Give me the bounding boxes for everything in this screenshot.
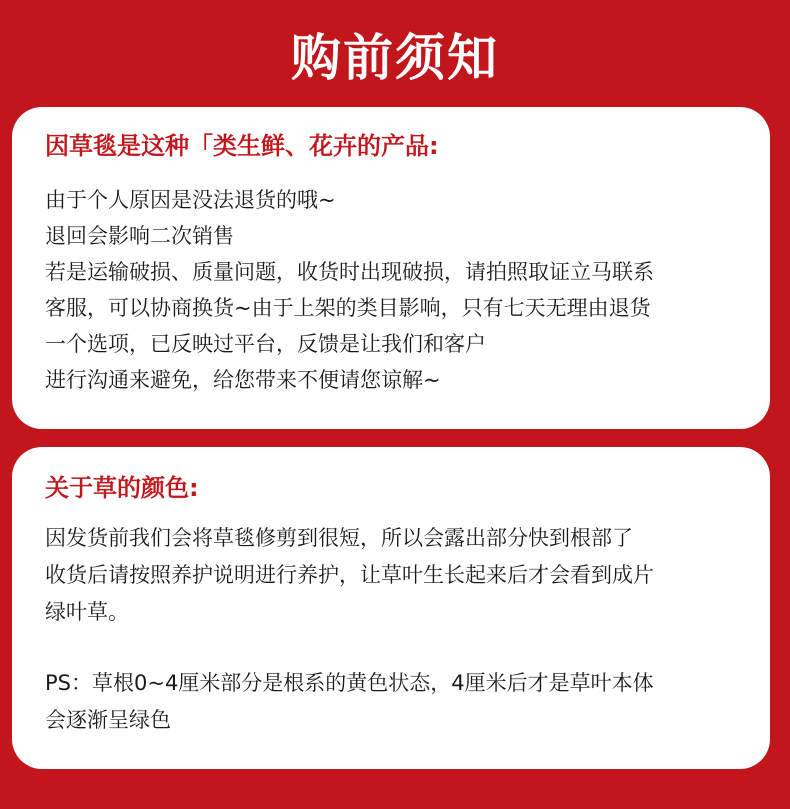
notice-line: 退回会影响二次销售 — [45, 224, 234, 248]
notice-line: 若是运输破损、质量问题，收货时出现破损，请拍照取证立马联系 — [45, 260, 654, 284]
notice-line: 由于个人原因是没法退货的哦~ — [45, 188, 336, 212]
notice-line: 一个选项，已反映过平台，反馈是让我们和客户 — [45, 332, 486, 356]
notice-line: 进行沟通来避免，给您带来不便请您谅解~ — [45, 368, 441, 392]
grass-color-body — [45, 520, 738, 739]
page-title: 购前须知 — [291, 29, 499, 87]
notice-body — [45, 182, 738, 398]
notice-heading: 因草毯是这种「类生鲜、花卉的产品: — [45, 132, 439, 160]
grass-color-card — [12, 447, 770, 769]
ps-note-line: PS：草根0~4厘米部分是根系的黄色状态，4厘米后才是草叶本体 — [45, 671, 654, 695]
notice-card — [12, 107, 770, 429]
grass-color-heading: 关于草的颜色: — [45, 474, 199, 502]
grass-color-line: 因发货前我们会将草毯修剪到很短，所以会露出部分快到根部了 — [45, 526, 633, 550]
paragraph-gap — [45, 631, 738, 665]
ps-note-line: 会逐渐呈绿色 — [45, 708, 171, 732]
grass-color-line: 绿叶草。 — [45, 600, 129, 624]
grass-color-line: 收货后请按照养护说明进行养护，让草叶生长起来后才会看到成片 — [45, 563, 654, 587]
notice-line: 客服，可以协商换货~由于上架的类目影响，只有七天无理由退货 — [45, 296, 651, 320]
